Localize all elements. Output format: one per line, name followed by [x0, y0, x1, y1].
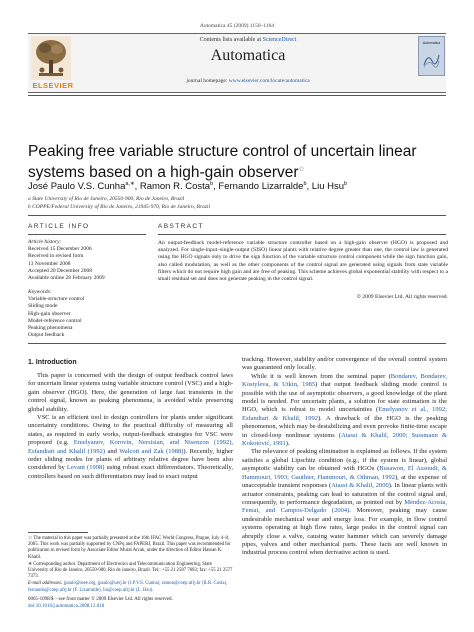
article-info-heading: ARTICLE INFO: [28, 223, 90, 230]
title-footnote-mark: ☆: [298, 166, 305, 173]
text-span: ). In linear plants with actuator constraints, peaking can lead to saturation of the control signal and, consequently, to performance degradation, as pointed out by: [242, 482, 447, 506]
affiliation-rule: [28, 215, 446, 216]
footnote-rule: [28, 532, 88, 533]
text-span: While it is well known from the seminal paper (: [251, 372, 391, 380]
text-span: ) that output feedback sliding mode control is possible with the use of asymptotic observers, a good knowledge of the plant model is needed. For uncertain plants, a solution for state estimation is the HGO, which is robust to model uncertainties (: [242, 381, 447, 414]
history-line: Available online 28 February 2009: [28, 275, 105, 282]
citation-link[interactable]: Bondarev, Bondarev, Kostyleva, & Utkin, 1985: [242, 372, 448, 389]
text-span: and: [105, 447, 120, 455]
history-line: Received in revised form: [28, 253, 84, 260]
abstract-copyright: © 2009 Elsevier Ltd. All rights reserved.: [356, 294, 448, 300]
intro-paragraph-4: [242, 373, 447, 449]
citation-link[interactable]: Esfandiari and Khalil (1992): [28, 447, 106, 455]
keyword: Variable-structure control: [28, 296, 85, 303]
keywords-block: [28, 289, 148, 339]
author-list: José Paulo V.S. Cunha$^{a,∗}$, Ramon R. Costa$^b$, Fernando Lizarralde$^b$, Liu Hsu$^b$: [28, 181, 348, 193]
abstract-heading: ABSTRACT: [158, 223, 204, 230]
text-span: ), at the expense of unacceptable transient responses (: [242, 473, 447, 490]
author-sup: b: [303, 181, 307, 187]
affiliation-b: b COPPE/Federal University of Rio de Janeiro, 21945-970, Rio de Janeiro, Brazil: [28, 204, 210, 210]
author-name[interactable]: Fernando Lizarralde: [218, 181, 304, 193]
homepage-link[interactable]: www.elsevier.com/locate/automatica: [228, 78, 310, 84]
history-line: 13 November 2008: [28, 260, 71, 267]
elsevier-tree-logo: [31, 36, 71, 80]
keyword: Sliding mode: [28, 303, 58, 310]
keywords-label: Keywords:: [28, 289, 52, 295]
text-span: ,: [231, 439, 233, 447]
intro-paragraph-3: tracking. However, stability and/or convergence of the overall control system was guaranteed only locally.: [242, 356, 447, 372]
text-span: . Moreover, peaking may cause undesirable mechanical wear and energy loss. For example, in flow control systems operating at high flow rates, large peaks in the control signal can abruptly close a valve, causing water hammer which can severely damage pipes, valves and other mechanical parts. These facts are well known in industrial process control when derivative action is used.: [242, 507, 447, 557]
citation-link[interactable]: Emelyanov et al., 1992; Esfandiari & Khalil, 1992: [242, 406, 447, 422]
text-span: The relevance of peaking elimination is explained as follows. If the system satisfies a global Lipschitz condition (e.g., if the system is linear), global asymptotic stability can be obtained with HGOs (: [242, 448, 447, 473]
text-span: ). Recently, higher order sliding modes for plants of arbitrary relative degree have been also considered by: [28, 447, 234, 472]
footnote-corresponding: ∗ Corresponding author. Department of Electronics and Telecommunication Engineering, State University of Rio de Janeiro, 20550-900, Rio de Janeiro, Brazil. Tel.: +55 21 2587 7683; fax: +55 21 2577 7373.: [28, 561, 233, 580]
intro-paragraph-5: [242, 448, 447, 557]
journal-citation: Automatica 45 (2009) 1156–1164: [199, 23, 275, 29]
text-span: using robust exact differentiators. Theoretically, controllers based on such differentiators may lead to exact output: [28, 464, 233, 480]
author-sup: b: [344, 181, 348, 187]
text-span: VSC is an efficient tool to design controllers for plants under significant uncertainty conditions. Owing to the practical difficulty of measuring all states, as required in early works, output-feedback strategies for VSC were proposed (e.g.: [28, 414, 233, 447]
intro-paragraph-1: This paper is concerned with the design of output feedback control laws for uncertain linear systems using variable structure control (VSC) and a high-gain observer (HGO). Here, the generation of large fast transients in the control signal, known as peaking phenomena, is avoided while preserving global stability.: [28, 372, 233, 413]
citation-link[interactable]: Atassi & Khalil, 2000: [331, 482, 389, 490]
affiliation-a: a State University of Rio de Janeiro, 20550-900, Rio de Janeiro, Brazil: [28, 196, 185, 202]
issn-doi-block: [28, 597, 248, 610]
paper-title: [28, 143, 448, 182]
author-sup: a,∗: [125, 181, 135, 187]
abstract-text: An output-feedback model-reference variable structure controller based on a high-gain observer (HGO) is proposed and analyzed. For single-input–single-output (SISO) linear plants with relative degree greater than one, the control law is generated using the HGO signals only to drive the sign function of the variable structure control component while the sign function gain, also called modulation, as well as the other components of the control signal are generated using signals from state variable filters which do not require high gain and are free of peaking. This scheme achieves global exponential stability with respect to a small residual set and does not generate peaking in the control signal.: [158, 240, 448, 283]
article-history: [28, 239, 148, 282]
email-label: E-mail addresses:: [28, 581, 64, 587]
section-heading-introduction: 1. Introduction: [28, 359, 77, 366]
history-line: Accepted 20 December 2008: [28, 267, 92, 274]
text-span: ). A drawback of the HGO is the peaking phenomenon, which may be destabilizing and even provoke finite-time escape in closed-loop nonlinear systems (: [242, 414, 447, 439]
issn-line: 0005-1098/$ – see front matter © 2009 Elsevier Ltd. All rights reserved.: [28, 597, 173, 602]
header-bottom-rule: [28, 95, 446, 96]
keyword: High-gain observer: [28, 310, 71, 317]
footnote-title: ☆ The material in this paper was partially presented at the 16th IFAC World Congress, Prague, July 4–8, 2005. This work was partially supported by CNPq and FAPERJ, Brazil. This paper was recommended for publication in revised form by Associate Editor Murat Arcak, under the direction of Editor Hassan K. Khalil.: [28, 536, 231, 560]
text-span: ).: [285, 440, 290, 448]
email-links[interactable]: jpaulo@ieee.org, jpaulo@uerj.br (J.P.V.S. Cunha), ramon@coep.ufrj.br (R.R. Costa), fernando@coep.ufrj.br (F. Lizarralde), liu@coep.ufrj.br (L. Hsu).: [28, 581, 228, 593]
author-sup: b: [210, 181, 214, 187]
history-label: Article history:: [28, 239, 62, 245]
author-name[interactable]: Ramon R. Costa: [139, 181, 211, 193]
article-info-rule: [28, 234, 146, 235]
front-matter-rule: [28, 343, 446, 344]
intro-right-column: [242, 356, 447, 558]
doi-link[interactable]: doi:10.1016/j.automatica.2008.12.018: [28, 603, 105, 609]
cover-graphic: [423, 51, 440, 69]
citation-link[interactable]: Atassi & Khalil, 2000; Sussmann & Kokotović, 1991: [242, 431, 448, 448]
citation-link[interactable]: Levant (1998): [66, 464, 105, 472]
sciencedirect-link[interactable]: ScienceDirect: [262, 37, 297, 43]
author-name[interactable]: José Paulo V.S. Cunha: [28, 181, 126, 193]
journal-title: Automatica: [210, 47, 286, 64]
citation-link[interactable]: Walcott and Zak (1988): [119, 447, 184, 455]
abstract-rule: [158, 234, 446, 235]
history-line: Received 15 December 2006: [28, 246, 92, 253]
author-name[interactable]: Liu Hsu: [311, 181, 345, 193]
intro-paragraph-2: [28, 414, 233, 481]
paper-title-text: Peaking free variable structure control of uncertain linear systems based on a high-gain observer: [28, 143, 417, 182]
keyword: Peaking phenomena: [28, 325, 73, 332]
footnotes: [28, 536, 233, 595]
cover-title: Automatica: [422, 41, 441, 45]
footnote-emails: [28, 581, 233, 593]
intro-left-column: [28, 372, 233, 481]
citation-link[interactable]: Emelyanov, Korovin, Nersisian, and Nisenzon (1992): [73, 439, 232, 447]
citation-link[interactable]: Méndez-Acosta, Femat, and Campos-Delgado (2004): [242, 498, 447, 515]
homepage-line: [98, 78, 398, 84]
citation-link[interactable]: Busawon, El Assoudi, & Hammouri, 1993; Gauthier, Hammouri, & Othman, 1992: [242, 465, 447, 481]
homepage-prefix: journal homepage:: [186, 78, 229, 84]
publisher-wordmark: ELSEVIER: [32, 81, 74, 90]
contents-prefix: Contents lists available at: [199, 37, 263, 43]
keyword: Output feedback: [28, 332, 65, 339]
journal-cover-thumbnail: [418, 36, 445, 76]
keyword: Model-reference control: [28, 317, 82, 324]
contents-line: [98, 37, 398, 43]
